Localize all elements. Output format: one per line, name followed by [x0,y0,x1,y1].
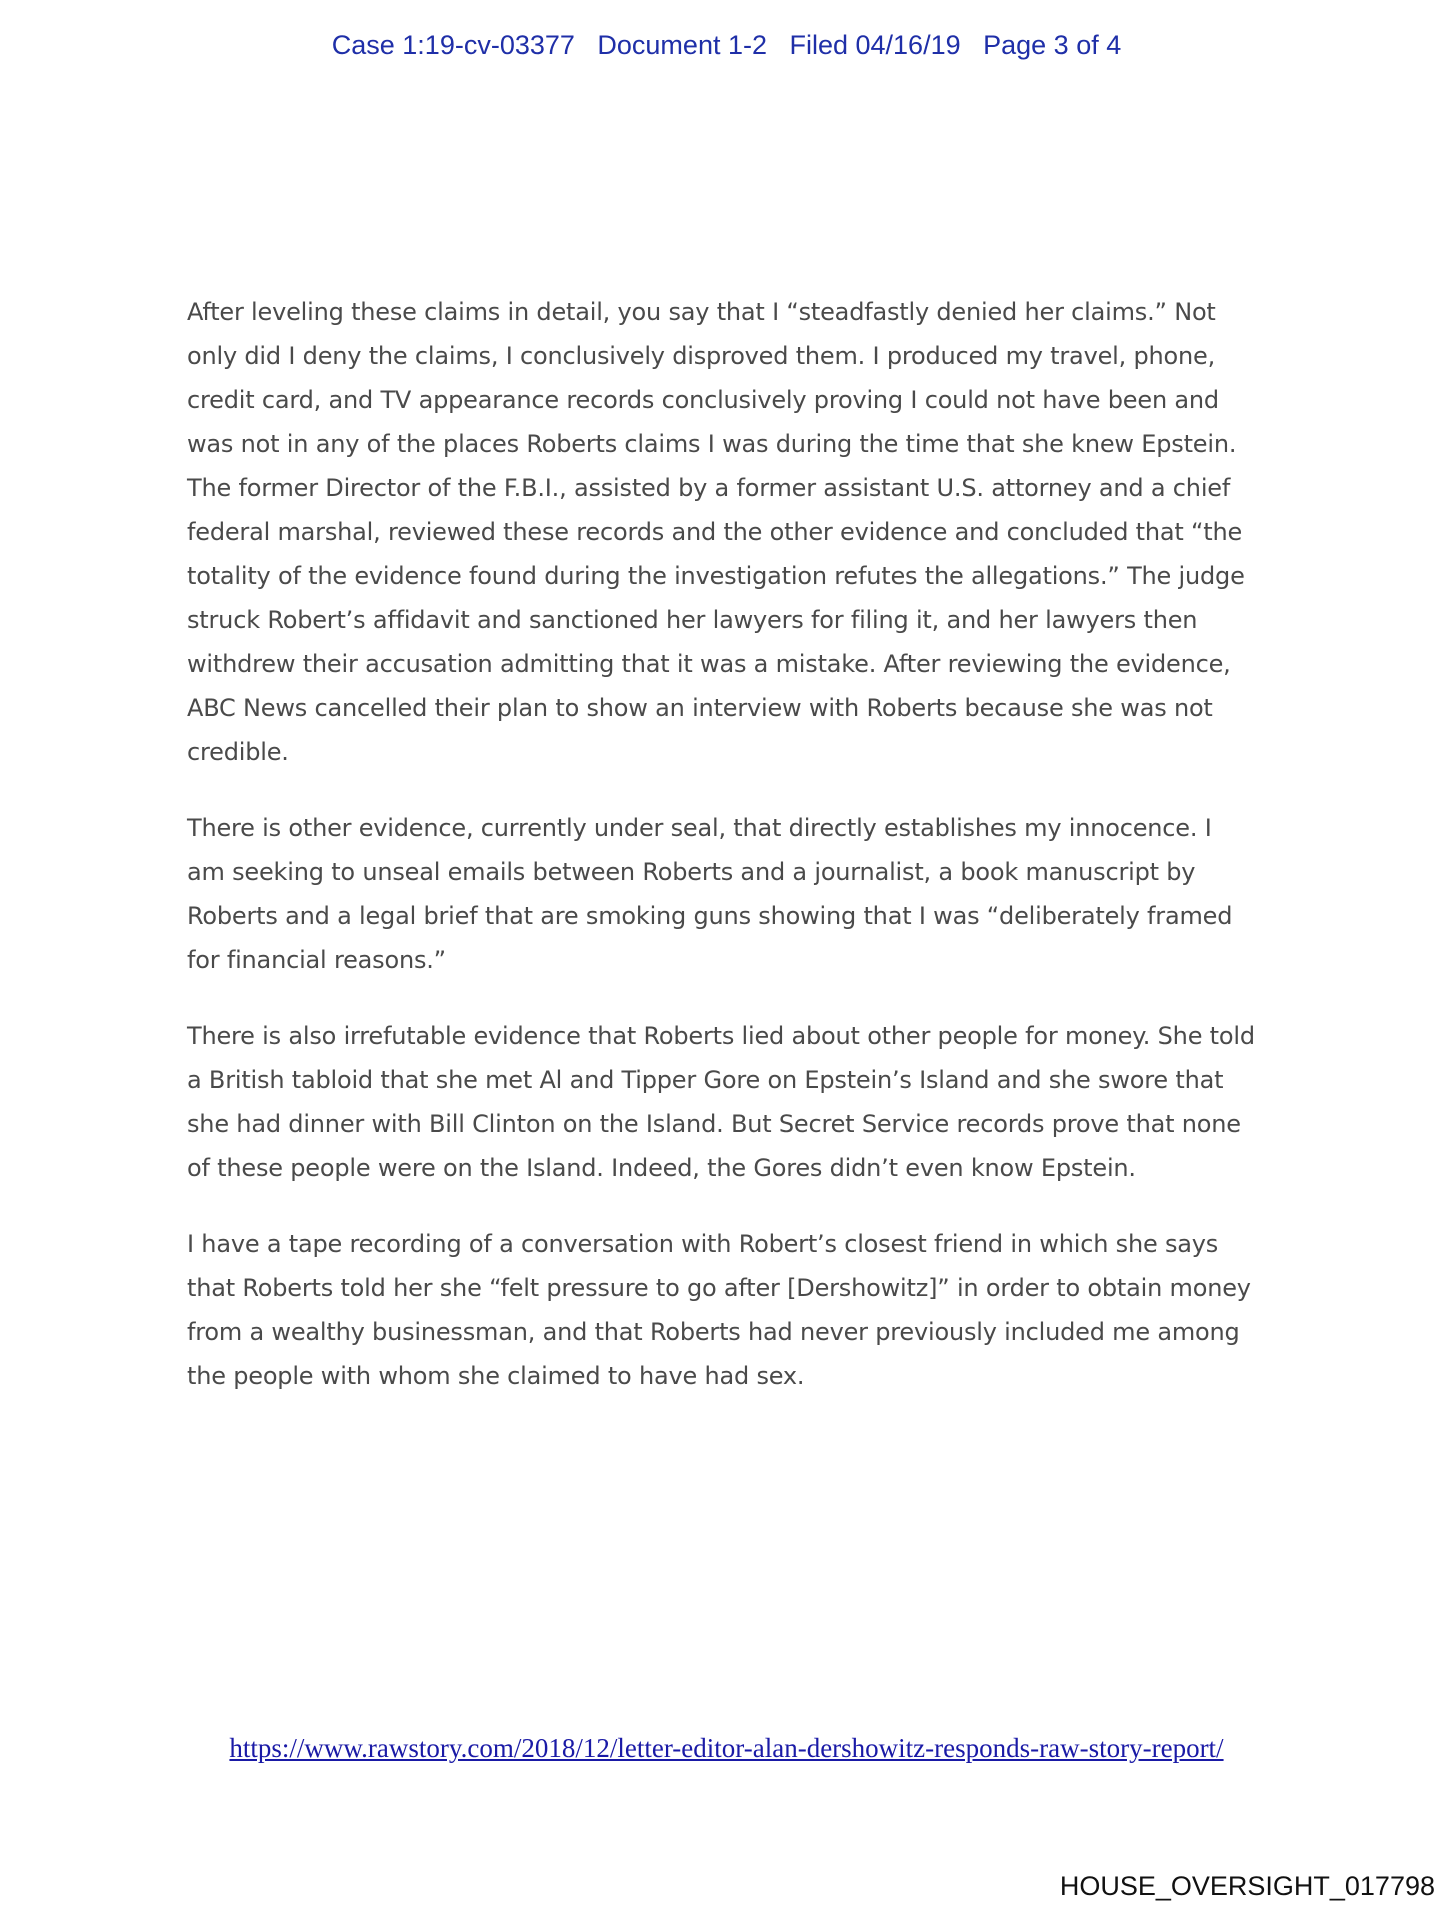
source-link[interactable]: https://www.rawstory.com/2018/12/letter-editor-alan-dershowitz-responds-raw-story-report/ [229,1733,1224,1763]
letter-body [187,290,1255,1430]
bates-number: HOUSE_OVERSIGHT_017798 [1059,1871,1435,1901]
case-header: Case 1:19-cv-03377 Document 1-2 Filed 04/16/19 Page 3 of 4 [331,30,1122,60]
paragraph-4: I have a tape recording of a conversation with Robert’s closest friend in which she says that Roberts told her she “felt pressure to go after [Dershowitz]” in order to obtain money from a wealthy businessman, and that Roberts had never previously included me among the people with whom she claimed to have had sex. [187,1230,1251,1390]
paragraph-3: There is also irrefutable evidence that Roberts lied about other people for money. She told a British tabloid that she met Al and Tipper Gore on Epstein’s Island and she swore that she had dinner with Bill Clinton on the Island. But Secret Service records prove that none of these people were on the Island. Indeed, the Gores didn’t even know Epstein. [187,1022,1255,1182]
paragraph-2: There is other evidence, currently under seal, that directly establishes my innocence. I am seeking to unseal emails between Roberts and a journalist, a book manuscript by Roberts and a legal brief that are smoking guns showing that I was “deliberately framed for financial reasons.” [187,814,1233,974]
paragraph-1: After leveling these claims in detail, you say that I “steadfastly denied her claims.” Not only did I deny the claims, I conclusively disproved them. I produced my travel, phone, credit card, and TV appearance records conclusively proving I could not have been and was not in any of the places Roberts claims I was during the time that she knew Epstein. The former Director of the F.B.I., assisted by a former assistant U.S. attorney and a chief federal marshal, reviewed these records and the other evidence and concluded that “the totality of the evidence found during the investigation refutes the allegations.” The judge struck Robert’s affidavit and sanctioned her lawyers for filing it, and her lawyers then withdrew their accusation admitting that it was a mistake. After reviewing the evidence, ABC News cancelled their plan to show an interview with Roberts because she was not credible. [187,298,1245,766]
